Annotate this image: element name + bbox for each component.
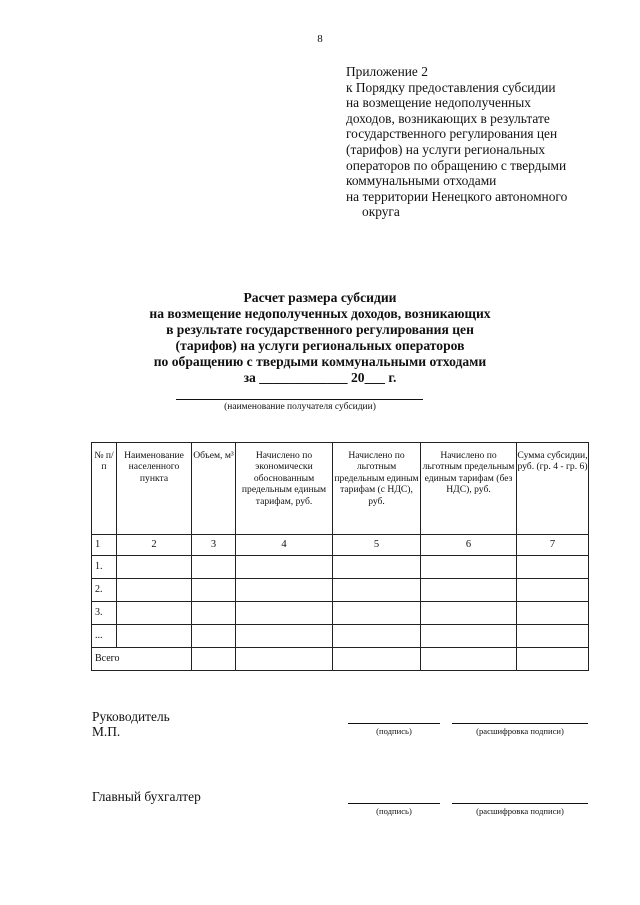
- row-label: 2.: [92, 579, 117, 602]
- column-number-row: [92, 535, 589, 556]
- accountant-signature-line[interactable]: [348, 803, 440, 804]
- table-cell[interactable]: [421, 579, 517, 602]
- table-cell[interactable]: [517, 556, 589, 579]
- appendix-line: коммунальными отходами: [346, 173, 497, 189]
- column-number: 6: [421, 535, 517, 556]
- recipient-name-line[interactable]: [176, 399, 423, 400]
- column-number: 7: [517, 535, 589, 556]
- table-row: [92, 625, 589, 648]
- table-cell[interactable]: [517, 648, 589, 671]
- table-cell[interactable]: [421, 625, 517, 648]
- table-cell[interactable]: [236, 602, 333, 625]
- table-row: [92, 602, 589, 625]
- header-preferential-vat: Начислено по льготным предельным единым тарифам (с НДС), руб.: [333, 443, 421, 535]
- title-line: в результате государственного регулирования цен: [166, 322, 474, 337]
- appendix-line: Приложение 2: [346, 64, 428, 79]
- recipient-caption: (наименование получателя субсидии): [224, 402, 376, 412]
- column-number: 4: [236, 535, 333, 556]
- table-cell[interactable]: [236, 625, 333, 648]
- accountant-decoding-caption: (расшифровка подписи): [476, 806, 564, 816]
- subsidy-calculation-table: [91, 442, 589, 671]
- table-cell[interactable]: [517, 579, 589, 602]
- accountant-signature-caption: (подпись): [376, 806, 412, 816]
- header-volume: Объем, м³: [192, 443, 236, 535]
- table-cell[interactable]: [117, 602, 192, 625]
- table-cell[interactable]: [421, 556, 517, 579]
- column-number: 1: [92, 535, 117, 556]
- head-signature-line[interactable]: [348, 723, 440, 724]
- table-cell[interactable]: [192, 556, 236, 579]
- title-line: (тарифов) на услуги региональных операторов: [175, 338, 465, 353]
- table-cell[interactable]: [192, 602, 236, 625]
- appendix-line: на территории Ненецкого автономного: [346, 188, 568, 204]
- table-total-row: [92, 648, 589, 671]
- table-cell[interactable]: [517, 602, 589, 625]
- page-number: 8: [317, 33, 323, 45]
- title-line: за _____________ 20___ г.: [243, 370, 397, 385]
- column-number: 3: [192, 535, 236, 556]
- appendix-line: на возмещение недополученных: [346, 95, 531, 111]
- header-economic-tariff: Начислено по экономически обоснованным предельным единым тарифам, руб.: [236, 443, 333, 535]
- head-label: Руководитель: [92, 709, 170, 724]
- table-cell[interactable]: [333, 602, 421, 625]
- table-cell[interactable]: [333, 579, 421, 602]
- header-subsidy-sum: Сумма субсидии, руб. (гр. 4 - гр. 6): [517, 443, 589, 535]
- document-title: [60, 290, 580, 386]
- row-label: 3.: [92, 602, 117, 625]
- table-cell[interactable]: [117, 556, 192, 579]
- table-cell[interactable]: [333, 556, 421, 579]
- header-preferential-no-vat: Начислено по льготным предельным единым тарифам (без НДС), руб.: [421, 443, 517, 535]
- table-row: [92, 579, 589, 602]
- table-cell[interactable]: [236, 556, 333, 579]
- appendix-line: доходов, возникающих в результате: [346, 110, 550, 126]
- head-decoding-line[interactable]: [452, 723, 588, 724]
- head-decoding-caption: (расшифровка подписи): [476, 726, 564, 736]
- total-label: Всего: [92, 648, 192, 671]
- title-line: Расчет размера субсидии: [243, 290, 397, 305]
- table-cell[interactable]: [421, 602, 517, 625]
- accountant-label: Главный бухгалтер: [92, 789, 201, 804]
- title-line: по обращению с твердыми коммунальными отходами: [153, 354, 487, 369]
- row-label: 1.: [92, 556, 117, 579]
- table-cell[interactable]: [333, 625, 421, 648]
- table-cell[interactable]: [117, 579, 192, 602]
- table-cell[interactable]: [236, 648, 333, 671]
- table-cell[interactable]: [192, 648, 236, 671]
- stamp-label: М.П.: [92, 724, 121, 739]
- appendix-line: к Порядку предоставления субсидии: [346, 79, 556, 95]
- appendix-line: операторов по обращению с твердыми: [346, 157, 567, 173]
- table-cell[interactable]: [236, 579, 333, 602]
- accountant-decoding-line[interactable]: [452, 803, 588, 804]
- head-signature-caption: (подпись): [376, 726, 412, 736]
- header-number: № п/п: [92, 443, 117, 535]
- table-cell[interactable]: [333, 648, 421, 671]
- table-row: [92, 556, 589, 579]
- header-settlement: Наименование населенного пункта: [117, 443, 192, 535]
- table-header-row: [92, 443, 589, 535]
- appendix-line: (тарифов) на услуги региональных: [346, 141, 546, 157]
- column-number: 5: [333, 535, 421, 556]
- table-cell[interactable]: [192, 625, 236, 648]
- table-cell[interactable]: [517, 625, 589, 648]
- table-cell[interactable]: [421, 648, 517, 671]
- table-cell[interactable]: [192, 579, 236, 602]
- appendix-line: государственного регулирования цен: [346, 126, 558, 142]
- title-line: на возмещение недополученных доходов, возникающих: [149, 306, 491, 321]
- row-label: ...: [92, 625, 117, 648]
- appendix-reference: [346, 64, 616, 220]
- column-number: 2: [117, 535, 192, 556]
- appendix-line: округа: [362, 204, 400, 220]
- table-cell[interactable]: [117, 625, 192, 648]
